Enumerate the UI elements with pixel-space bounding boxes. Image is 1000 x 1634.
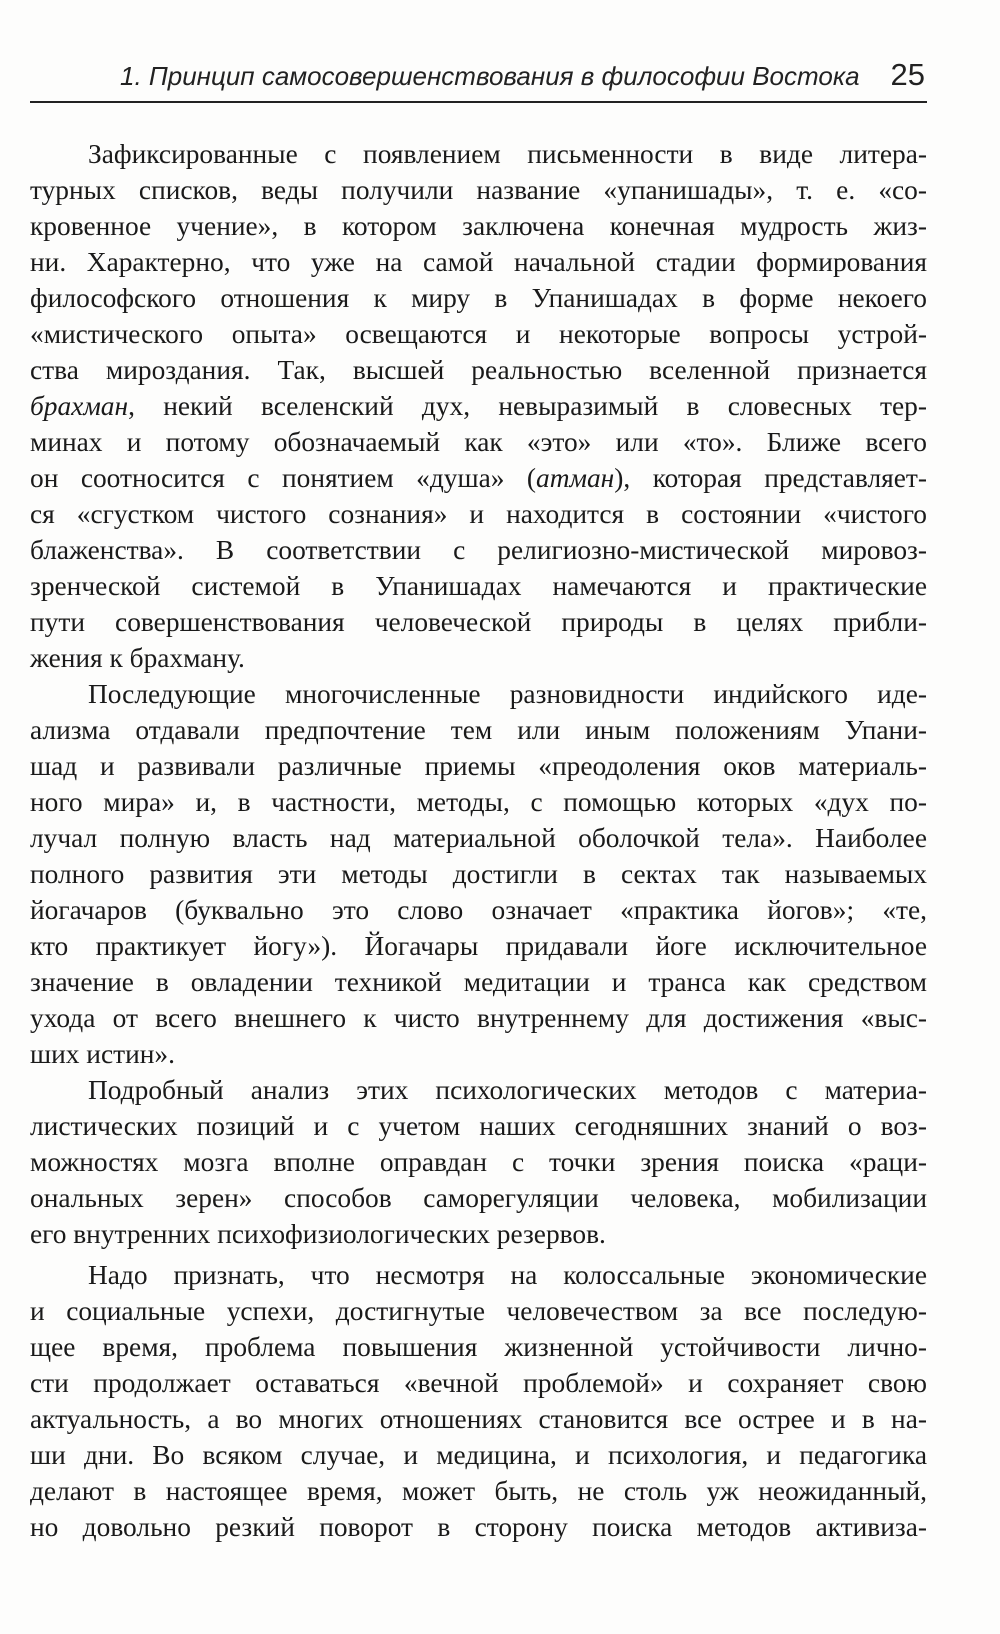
text-run: Зафиксированные с появлением письменности в виде литера- [88, 139, 927, 169]
text-line [30, 352, 927, 388]
text-run: пути совершенствования человеческой природы в целях прибли- [30, 607, 927, 637]
text-run: Последующие многочисленные разновидности индийского иде- [88, 679, 927, 709]
text-run: ства мироздания. Так, высшей реальностью вселенной признается [30, 355, 927, 385]
text-line [30, 784, 927, 820]
paragraph-2 [30, 676, 927, 1072]
page-number: 25 [890, 57, 925, 92]
text-line [30, 1509, 927, 1545]
text-line [30, 1365, 927, 1401]
text-run: листических позиций и с учетом наших сегодняшних знаний о воз- [30, 1111, 927, 1141]
text-run: , некий вселенский дух, невыразимый в словесных тер- [128, 391, 927, 421]
text-line [30, 748, 927, 784]
text-line [30, 244, 927, 280]
text-run: актуальность, а во многих отношениях становится все острее и в на- [30, 1404, 927, 1434]
text-run: ся «сгустком чистого сознания» и находится в состоянии «чистого [30, 499, 927, 529]
text-line [30, 388, 927, 424]
text-line [30, 964, 927, 1000]
text-run: но довольно резкий поворот в сторону поиска методов активиза- [30, 1512, 927, 1542]
text-line [30, 280, 927, 316]
italic-term: атман [536, 463, 615, 493]
text-line [30, 1437, 927, 1473]
text-line [30, 316, 927, 352]
text-line [30, 856, 927, 892]
paragraph-1 [30, 136, 927, 676]
text-run: турных списков, веды получили название «упанишады», т. е. «со- [30, 175, 927, 205]
text-run: минах и потому обозначаемый как «это» или «то». Ближе всего [30, 427, 927, 457]
text-run: жения к брахману. [30, 643, 245, 673]
text-line [30, 1293, 927, 1329]
text-line [30, 460, 927, 496]
text-line [30, 604, 927, 640]
paragraph-4 [30, 1257, 927, 1545]
text-line [30, 424, 927, 460]
text-run: и социальные успехи, достигнутые человечеством за все последую- [30, 1296, 927, 1326]
text-line [30, 172, 927, 208]
text-run: его внутренних психофизиологических резервов. [30, 1219, 606, 1249]
text-line [30, 496, 927, 532]
text-run: блаженства». В соответствии с религиозно-мистической мировоз- [30, 535, 927, 565]
text-run: ), которая представляет- [614, 463, 927, 493]
text-line [30, 1216, 927, 1252]
text-run: делают в настоящее время, может быть, не столь уж неожиданный, [30, 1476, 927, 1506]
text-run: значение в овладении техникой медитации и транса как средством [30, 967, 927, 997]
text-line [30, 1329, 927, 1365]
text-run: кровенное учение», в котором заключена конечная мудрость жиз- [30, 211, 927, 241]
text-run: «мистического опыта» освещаются и некоторые вопросы устрой- [30, 319, 927, 349]
text-run: полного развития эти методы достигли в сектах так называемых [30, 859, 927, 889]
text-run: он соотносится с понятием «душа» ( [30, 463, 537, 493]
text-line [30, 1257, 927, 1293]
text-line [30, 1144, 927, 1180]
text-line [30, 892, 927, 928]
running-title: 1. Принцип самосовершенствования в философии Востока [120, 61, 860, 91]
body-text [30, 136, 927, 1545]
text-line [30, 640, 927, 676]
text-run: Подробный анализ этих психологических методов с материа- [88, 1075, 927, 1105]
text-line [30, 820, 927, 856]
text-line [30, 1000, 927, 1036]
text-run: ших истин». [30, 1039, 175, 1069]
text-line [30, 1401, 927, 1437]
text-line [30, 1180, 927, 1216]
paragraph-3 [30, 1072, 927, 1252]
text-run: шад и развивали различные приемы «преодоления оков материаль- [30, 751, 927, 781]
text-run: можностях мозга вполне оправдан с точки зрения поиска «раци- [30, 1147, 927, 1177]
text-line [30, 136, 927, 172]
text-run: ного мира» и, в частности, методы, с помощью которых «дух по- [30, 787, 927, 817]
text-line [30, 208, 927, 244]
text-line [30, 1036, 927, 1072]
text-run: йогачаров (буквально это слово означает «практика йогов»; «те, [30, 895, 927, 925]
text-line [30, 532, 927, 568]
text-run: ухода от всего внешнего к чисто внутреннему для достижения «выс- [30, 1003, 927, 1033]
text-run: зренческой системой в Упанишадах намечаются и практические [30, 571, 927, 601]
text-line [30, 712, 927, 748]
text-run: ализма отдавали предпочтение тем или иным положениям Упани- [30, 715, 927, 745]
text-run: Надо признать, что несмотря на колоссальные экономические [88, 1260, 927, 1290]
text-run: ши дни. Во всяком случае, и медицина, и психология, и педагогика [30, 1440, 927, 1470]
text-run: щее время, проблема повышения жизненной устойчивости лично- [30, 1332, 927, 1362]
text-run: ни. Характерно, что уже на самой начальной стадии формирования [30, 247, 927, 277]
text-line [30, 1473, 927, 1509]
text-line [30, 568, 927, 604]
text-line [30, 1072, 927, 1108]
text-line [30, 928, 927, 964]
text-run: лучал полную власть над материальной оболочкой тела». Наиболее [30, 823, 927, 853]
text-run: сти продолжает оставаться «вечной проблемой» и сохраняет свою [30, 1368, 927, 1398]
text-run: ональных зерен» способов саморегуляции человека, мобилизации [30, 1183, 927, 1213]
text-line [30, 1108, 927, 1144]
text-run: философского отношения к миру в Упанишадах в форме некоего [30, 283, 927, 313]
italic-term: брахман [30, 391, 129, 421]
text-line [30, 676, 927, 712]
running-head [30, 55, 927, 103]
text-run: кто практикует йогу»). Йогачары придавали йоге исключительное [30, 931, 927, 961]
